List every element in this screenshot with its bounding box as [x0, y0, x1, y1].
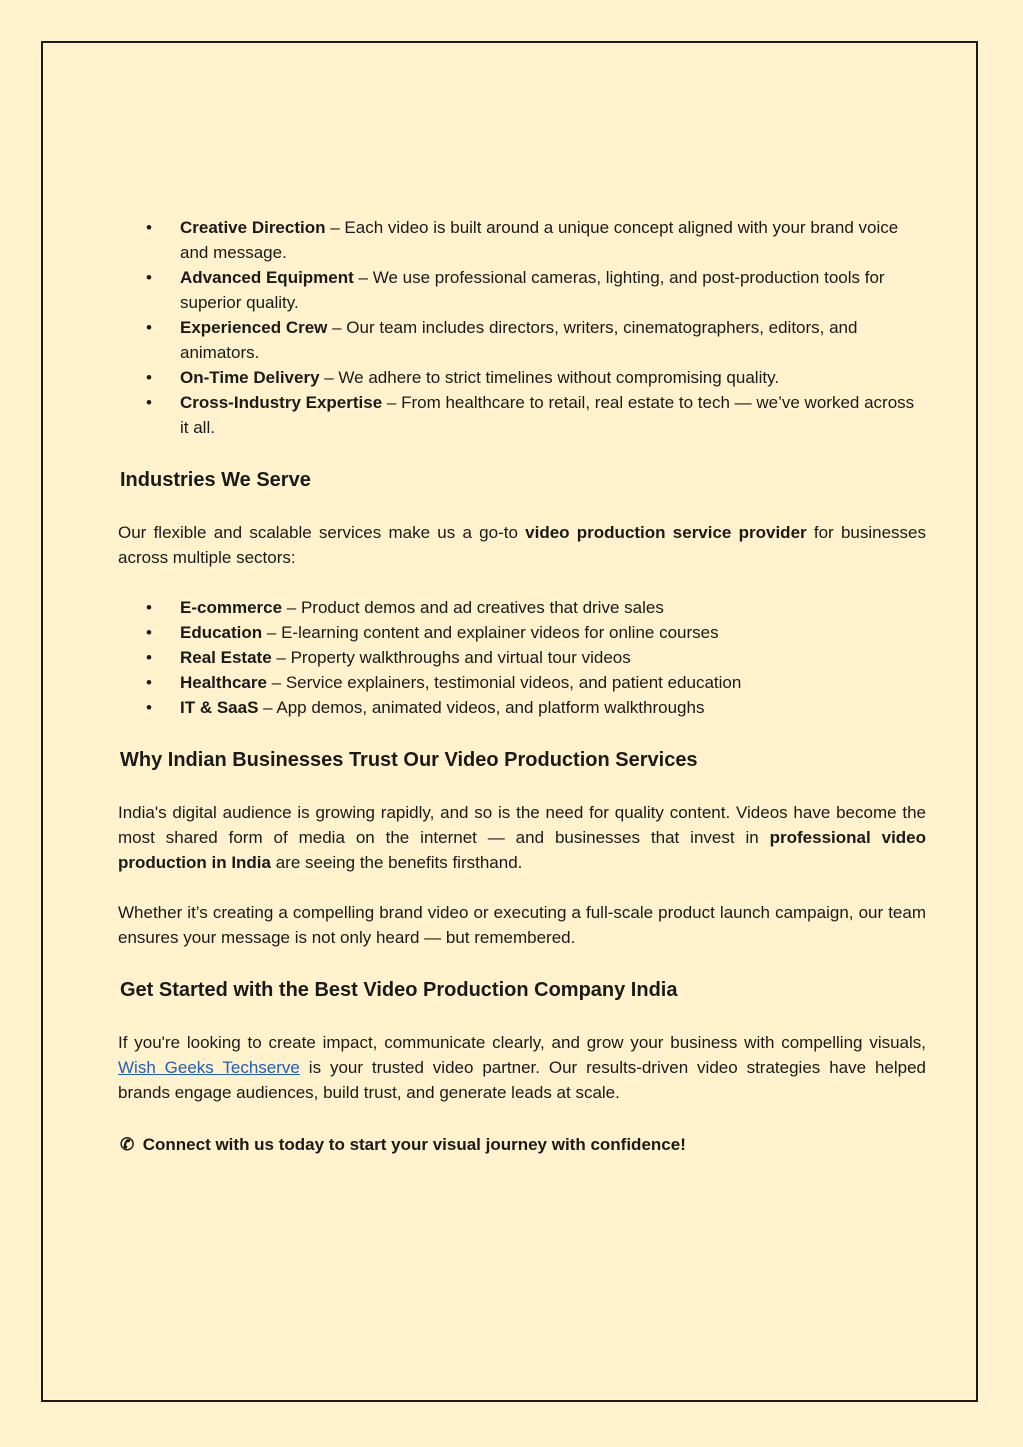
feature-text: – We adhere to strict timelines without compromising quality.	[319, 368, 780, 387]
paragraph-text-end: are seeing the benefits firsthand.	[270, 853, 523, 872]
industry-text: – Property walkthroughs and virtual tour videos	[271, 648, 631, 667]
get-started-paragraph	[118, 1030, 926, 1105]
paragraph-text: If you're looking to create impact, communicate clearly, and grow your business with compelling visuals,	[118, 1033, 926, 1052]
phone-icon: ✆	[120, 1135, 135, 1154]
industries-intro	[118, 520, 926, 570]
list-item	[118, 670, 926, 695]
paragraph-bold-text: professional video production in India	[118, 828, 927, 872]
list-item	[118, 645, 926, 670]
industry-title: Healthcare	[180, 673, 267, 692]
feature-title: Advanced Equipment	[180, 268, 354, 287]
list-item	[118, 620, 926, 645]
industry-text: – E-learning content and explainer videos for online courses	[262, 623, 719, 642]
industry-title: Education	[180, 623, 263, 642]
industry-text: – Service explainers, testimonial videos, and patient education	[266, 673, 742, 692]
feature-title: On-Time Delivery	[180, 368, 320, 387]
feature-title: Creative Direction	[180, 218, 326, 237]
wish-geeks-link[interactable]: Wish Geeks Techserve	[118, 1058, 300, 1077]
trust-heading: Why Indian Businesses Trust Our Video Production Services	[120, 749, 698, 771]
get-started-heading: Get Started with the Best Video Production Company India	[120, 979, 678, 1001]
feature-text: – Each video is built around a unique concept aligned with your brand voice and message.	[180, 218, 899, 262]
intro-text: Our flexible and scalable services make us a go-to	[118, 523, 526, 542]
industries-heading: Industries We Serve	[120, 469, 311, 491]
industry-title: E-commerce	[180, 598, 283, 617]
trust-paragraph-2: Whether it’s creating a compelling brand video or executing a full-scale product launch campaign, our team ensures your message is not only heard — but remembered.	[118, 903, 926, 947]
list-item	[118, 215, 926, 265]
feature-text: – From healthcare to retail, real estate to tech — we’ve worked across it all.	[180, 393, 915, 437]
industry-text: – Product demos and ad creatives that drive sales	[282, 598, 664, 617]
feature-text: – Our team includes directors, writers, cinematographers, editors, and animators.	[180, 318, 858, 362]
list-item	[118, 695, 926, 720]
paragraph-text: India's digital audience is growing rapidly, and so is the need for quality content. Videos have become the most shared form of media on the internet — and businesses that invest in	[118, 803, 926, 847]
cta-text: Connect with us today to start your visual journey with confidence!	[142, 1135, 686, 1154]
list-item	[118, 390, 926, 440]
list-item	[118, 595, 926, 620]
list-item	[118, 365, 926, 390]
list-item	[118, 315, 926, 365]
industry-title: IT & SaaS	[180, 698, 259, 717]
paragraph-text-end: is your trusted video partner. Our results-driven video strategies have helped brands engage audiences, build trust, and generate leads at scale.	[118, 1058, 926, 1102]
cta-line	[118, 1132, 926, 1157]
industries-list	[118, 595, 926, 720]
document-content	[118, 215, 926, 1157]
trust-paragraph-1	[118, 800, 926, 875]
feature-title: Cross-Industry Expertise	[180, 393, 383, 412]
industry-text: – App demos, animated videos, and platform walkthroughs	[258, 698, 705, 717]
feature-title: Experienced Crew	[180, 318, 328, 337]
intro-bold-text: video production service provider	[525, 523, 807, 542]
list-item	[118, 265, 926, 315]
feature-text: – We use professional cameras, lighting, and post-production tools for superior quality.	[180, 268, 885, 312]
features-list	[118, 215, 926, 440]
intro-text-end: for businesses across multiple sectors:	[118, 523, 926, 567]
industry-title: Real Estate	[180, 648, 272, 667]
